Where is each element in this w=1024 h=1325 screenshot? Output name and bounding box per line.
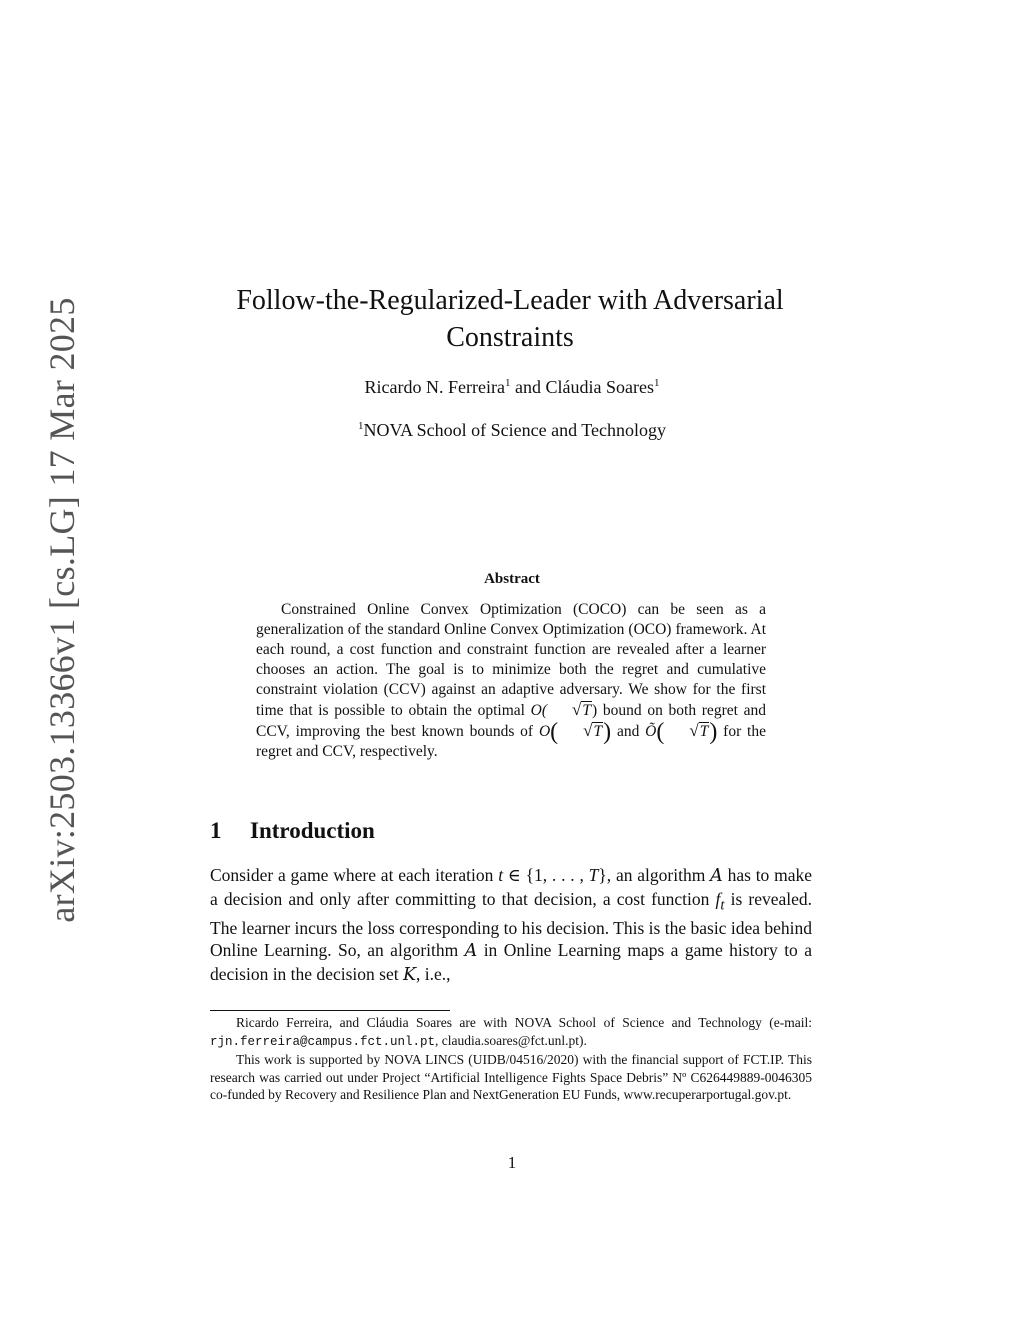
footnote-funding: This work is supported by NOVA LINCS (UIDB/04516/2020) with the financial support of FCT.IP. This research was carried out under Project “Artificial Intelligence Fights Space Debris” Nº C626449889-0046305 co-funded by Recovery and Resilience Plan and NextGeneration EU Funds, www.recuperarportugal.gov.pt. [210, 1052, 812, 1102]
sqrt-symbol: √T [572, 700, 591, 719]
abstract-heading: Abstract [484, 571, 540, 587]
email-address: rjn.ferreira@campus.fct.unl.pt [210, 1034, 436, 1049]
author-line [0, 377, 1024, 398]
algorithm-symbol: A [710, 866, 723, 886]
introduction-paragraph: Consider a game where at each iteration t ∈ {1, . . . , T}, an algorithm A has to make a decision and only after committing to that decision, a cost function $f_t$ is revealed. The learner incurs the loss corresponding to his decision. This is the basic idea behind Online Learning. So, an algorithm A in Online Learning maps a game history to a decision in the decision set K, i.e., [210, 865, 813, 985]
abstract-text: and [611, 723, 646, 740]
section-heading-introduction [210, 818, 375, 844]
abstract-text: Constrained Online Convex Optimization (COCO) can be seen as a generalization of the standard Online Convex Optimization (OCO) framework. At each round, a cost function and constraint function are revealed after a learner chooses an action. The goal is to minimize both the regret and cumulative constraint violation (CCV) against an adaptive adversary. We show for the first time that is possible to obtain the optimal [256, 601, 766, 719]
cost-function-symbol: f [715, 888, 721, 909]
arxiv-identifier-stamp: arXiv:2503.13366v1 [cs.LG] 17 Mar 2025 [42, 297, 82, 923]
author-affiliation-mark: 1 [504, 377, 511, 389]
algorithm-symbol: A [464, 941, 478, 961]
abstract-body [256, 600, 766, 762]
sqrt-symbol: √T [583, 721, 603, 740]
page-number: 1 [507, 1153, 517, 1172]
section-number: 1 [210, 818, 222, 843]
section-title: Introduction [250, 818, 375, 843]
author-ferreira: Ricardo N. Ferreira [364, 377, 505, 397]
affiliation-name: NOVA School of Science and Technology [363, 420, 667, 440]
math-regret-bound: O( √T) [538, 719, 612, 745]
author-conjunction: and [510, 377, 546, 397]
author-soares: Cláudia Soares [545, 377, 654, 397]
abstract-text: bound on both regret and CCV, improving the best known bounds of [256, 702, 766, 740]
abstract-text: for the regret and CCV, respectively. [256, 723, 766, 760]
paper-title: Follow-the-Regularized-Leader with Adversarial Constraints [236, 285, 784, 353]
footnotes [210, 1014, 812, 1104]
footnote-rule [210, 1010, 450, 1011]
footnote-authors: Ricardo Ferreira, and Cláudia Soares are with NOVA School of Science and Technology (e-mail: rjn.ferreira@campus.fct.unl.pt, claudia.soares@fct.unl.pt). [210, 1015, 812, 1049]
math-ccv-bound: Õ( √T) [645, 719, 718, 745]
author-affiliation-mark: 1 [653, 377, 660, 389]
sqrt-symbol: √T [689, 721, 709, 740]
affiliation-line [0, 420, 1024, 441]
math-optimal-bound: O( √T) [530, 700, 598, 719]
decision-set-symbol: K [402, 964, 417, 985]
affiliation-mark: 1 [357, 420, 364, 432]
